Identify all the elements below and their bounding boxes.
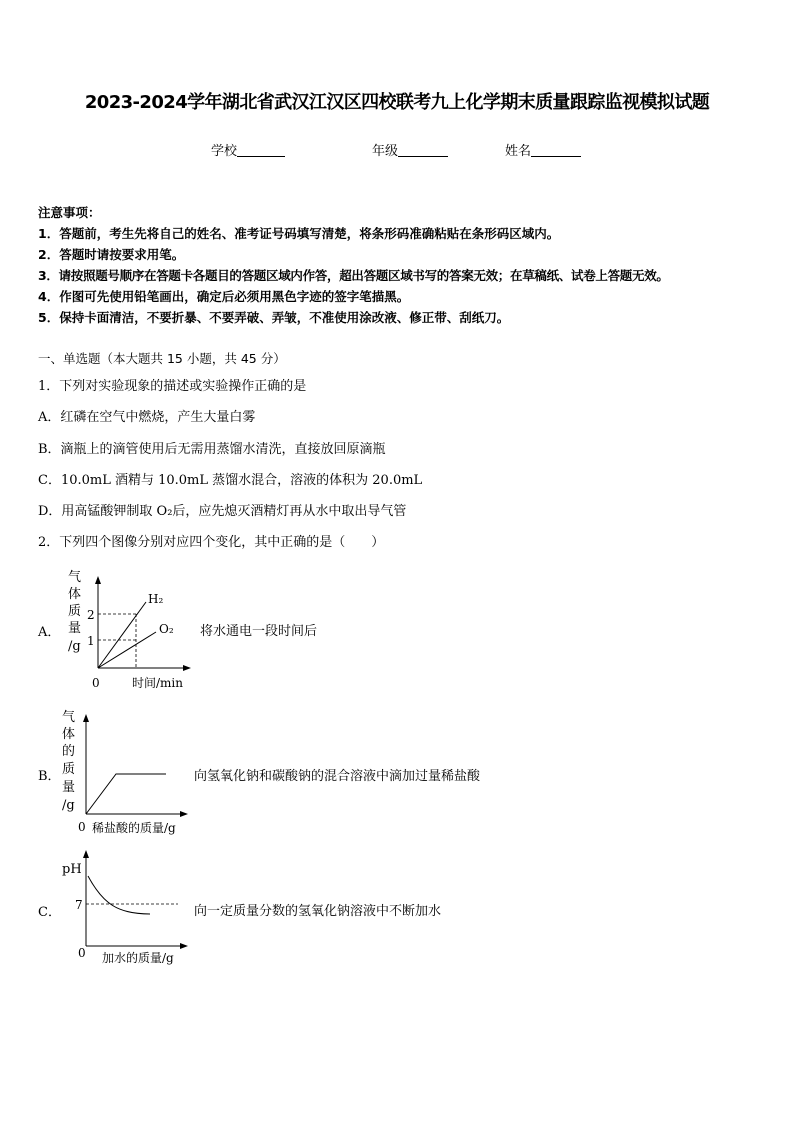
- graph-b-ylabel-5: 量: [62, 780, 76, 795]
- graph-b-ylabel-2: 体: [62, 727, 76, 742]
- graph-a-ylabel-1: 气: [68, 570, 82, 585]
- graph-c-origin: 0: [78, 946, 86, 960]
- q1-option-d[interactable]: D．用高锰酸钾制取 O₂后，应先熄灭酒精灯再从水中取出导气管: [38, 504, 407, 519]
- school-field[interactable]: [211, 140, 285, 159]
- graph-a-line-h2: [98, 602, 146, 668]
- graph-a-y-arrow: [95, 576, 101, 584]
- q2-option-c-desc: 向一定质量分数的氢氧化钠溶液中不断加水: [194, 904, 442, 919]
- graph-b-y-arrow: [83, 714, 89, 722]
- graph-b-origin: 0: [78, 820, 86, 834]
- graph-a-tick-1: 1: [87, 634, 95, 648]
- graph-b-ylabel-4: 质: [62, 762, 76, 777]
- graph-c-ylabel: pH: [62, 862, 82, 877]
- graph-b-ylabel-6: /g: [62, 798, 75, 813]
- graph-a-xlabel: 时间/min: [132, 676, 183, 690]
- notice-item-4: 4．作图可先使用铅笔画出，确定后必须用黑色字迹的签字笔描黑。: [38, 289, 410, 304]
- graph-a-tick-2: 2: [87, 608, 95, 622]
- q2-option-a-label[interactable]: A．: [38, 625, 61, 640]
- notice-heading: 注意事项：: [38, 205, 101, 220]
- name-blank[interactable]: [531, 143, 581, 157]
- grade-label: 年级: [372, 144, 399, 159]
- graph-a-origin: 0: [92, 676, 100, 690]
- graph-c-curve: [88, 876, 150, 914]
- notice-item-3: 3．请按照题号顺序在答题卡各题目的答题区域内作答，超出答题区域书写的答案无效；在草稿纸、试卷上答题无效。: [38, 268, 669, 283]
- q1-option-a[interactable]: A．红磷在空气中燃烧，产生大量白雾: [38, 410, 256, 425]
- school-blank[interactable]: [237, 143, 285, 157]
- graph-b-x-arrow: [180, 811, 188, 817]
- graph-a-ylabel-3: 质: [68, 604, 82, 619]
- name-label: 姓名: [505, 144, 532, 159]
- graph-c-y-arrow: [83, 850, 89, 858]
- q2-option-c-label[interactable]: C．: [38, 905, 61, 920]
- q2-option-b-label[interactable]: B．: [38, 769, 61, 784]
- notice-item-5: 5．保持卡面清洁，不要折暴、不要弄破、弄皱，不准使用涂改液、修正带、刮纸刀。: [38, 310, 510, 325]
- graph-a-x-arrow: [183, 665, 191, 671]
- q2-stem: 2．下列四个图像分别对应四个变化，其中正确的是（ ）: [38, 535, 385, 550]
- graph-b-xlabel: 稀盐酸的质量/g: [92, 821, 176, 835]
- grade-field[interactable]: [372, 140, 448, 159]
- graph-c-tick-7: 7: [75, 898, 83, 912]
- graph-b-ylabel-3: 的: [62, 744, 76, 759]
- notice-item-1: 1．答题前，考生先将自己的姓名、准考证号码填写清楚，将条形码准确粘贴在条形码区域内。: [38, 226, 560, 241]
- graph-a-line-o2: [98, 632, 156, 668]
- q2-option-a-desc: 将水通电一段时间后: [200, 624, 318, 639]
- graph-a-ylabel-5: /g: [68, 639, 81, 654]
- graph-a-ylabel-2: 体: [68, 587, 82, 602]
- graph-a-label-h2: H₂: [148, 592, 164, 606]
- q1-stem: 1．下列对实验现象的描述或实验操作正确的是: [38, 379, 307, 394]
- q1-option-b[interactable]: B．滴瓶上的滴管使用后无需用蒸馏水清洗，直接放回原滴瓶: [38, 442, 386, 457]
- graph-c-x-arrow: [180, 943, 188, 949]
- graph-b-curve: [86, 774, 166, 814]
- page-title: 2023-2024学年湖北省武汉江汉区四校联考九上化学期末质量跟踪监视模拟试题: [84, 92, 710, 113]
- q1-option-c[interactable]: C．10.0mL 酒精与 10.0mL 蒸馏水混合，溶液的体积为 20.0mL: [38, 473, 423, 488]
- grade-blank[interactable]: [398, 143, 448, 157]
- section-heading: 一、单选题（本大题共 15 小题，共 45 分）: [38, 351, 286, 366]
- graph-c-xlabel: 加水的质量/g: [102, 951, 174, 965]
- graph-c: [58, 846, 198, 970]
- q2-option-b-desc: 向氢氧化钠和碳酸钠的混合溶液中滴加过量稀盐酸: [194, 769, 481, 784]
- graph-b-ylabel-1: 气: [62, 710, 76, 725]
- graph-a-ylabel-4: 量: [68, 621, 82, 636]
- graph-b: [58, 708, 198, 838]
- school-label: 学校: [211, 144, 238, 159]
- name-field[interactable]: [505, 140, 581, 159]
- graph-a-label-o2: O₂: [159, 622, 174, 636]
- graph-a: [60, 566, 200, 692]
- notice-item-2: 2．答题时请按要求用笔。: [38, 247, 185, 262]
